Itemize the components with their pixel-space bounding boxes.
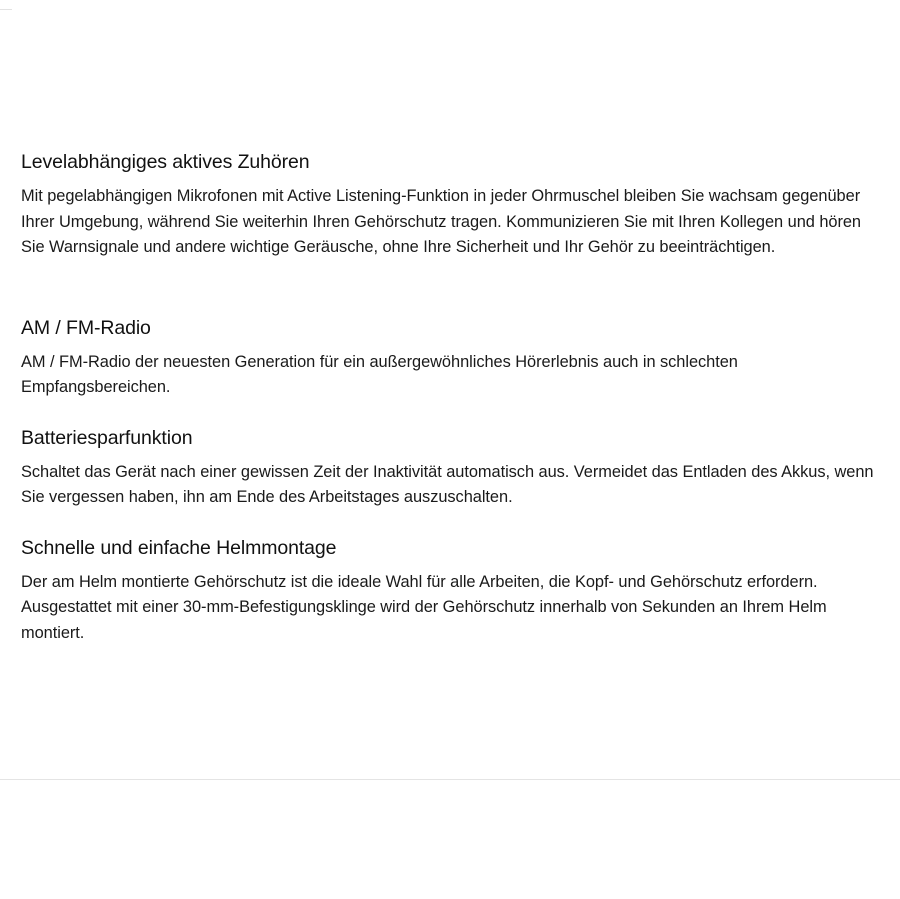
feature-description: Der am Helm montierte Gehörschutz ist die ideale Wahl für alle Arbeiten, die Kopf- und Gehörschutz erfordern. Ausgestattet mit einer 30-mm-Befestigungsklinge wird der Gehörschutz innerhalb von Sekunden an Ihrem Helm montiert. xyxy=(21,572,827,642)
feature-title: Batteriesparfunktion xyxy=(21,426,193,449)
top-left-divider xyxy=(0,9,12,10)
feature-level-dependent-listening xyxy=(21,147,881,261)
feature-description: Mit pegelabhängigen Mikrofonen mit Active Listening-Funktion in jeder Ohrmuschel bleiben Sie wachsam gegenüber Ihrer Umgebung, während Sie weiterhin Ihren Gehörschutz tragen. Kommunizieren Sie mit Ihren Kollegen und hören Sie Warnsignale und andere wichtige Geräusche, ohne Ihre Sicherheit und Ihr Gehör zu beeinträchtigen. xyxy=(21,187,861,256)
feature-battery-saving xyxy=(21,423,881,511)
feature-title: Levelabhängiges aktives Zuhören xyxy=(21,151,310,173)
feature-title: Schnelle und einfache Helmmontage xyxy=(21,536,337,559)
feature-title: AM / FM-Radio xyxy=(21,316,151,339)
feature-list xyxy=(21,147,881,646)
feature-description: AM / FM-Radio der neuesten Generation für ein außergewöhnliches Hörerlebnis auch in schlechten Empfangsbereichen. xyxy=(21,352,738,396)
section-divider xyxy=(0,779,900,780)
feature-description: Schaltet das Gerät nach einer gewissen Zeit der Inaktivität automatisch aus. Vermeidet das Entladen des Akkus, wenn Sie vergessen haben, ihn am Ende des Arbeitstages auszuschalten. xyxy=(21,462,874,506)
feature-am-fm-radio xyxy=(21,313,881,401)
feature-helmet-mounting xyxy=(21,533,881,647)
